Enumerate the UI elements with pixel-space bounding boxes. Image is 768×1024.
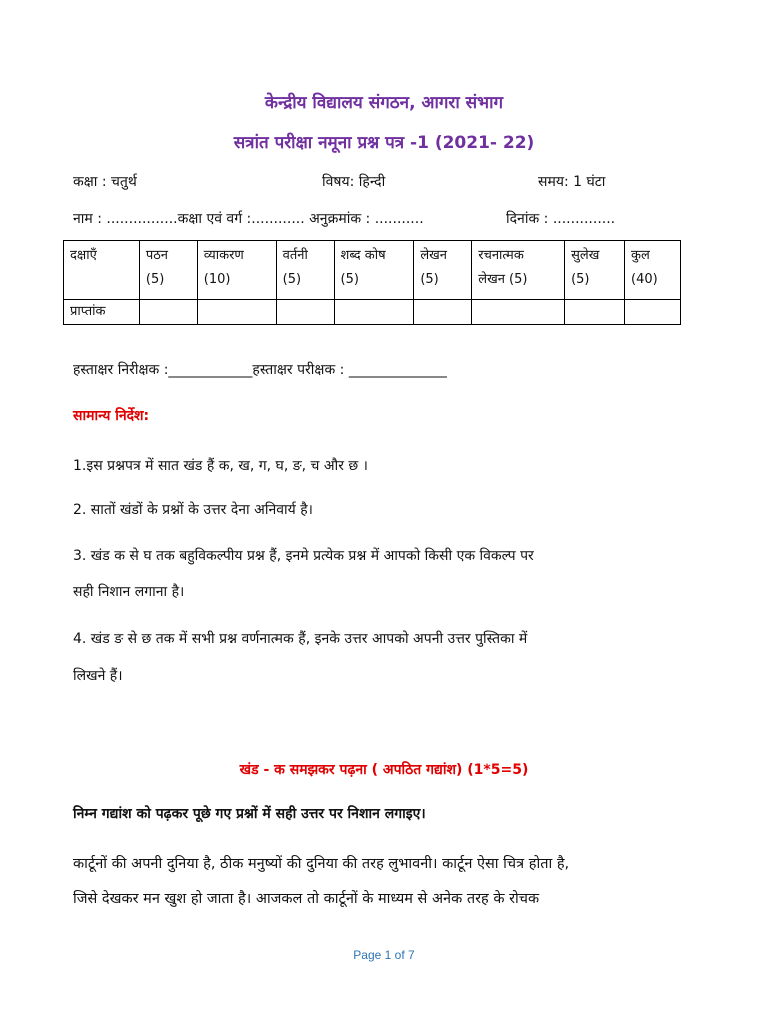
score-cell bbox=[139, 300, 197, 325]
name-line: नाम : ................कक्षा एवं वर्ग :............ अनुक्रमांक : ........... bbox=[73, 211, 424, 227]
page-number: Page 1 of 7 bbox=[353, 948, 415, 962]
passage-line: कार्टूनों की अपनी दुनिया है, ठीक मनुष्यों की दुनिया की तरह लुभावनी। कार्टून ऐसा चित्र होता है, bbox=[73, 856, 570, 872]
section-a-heading: खंड - क समझकर पढ़ना ( अपठित गद्यांश) (1*5=5) bbox=[239, 762, 529, 778]
marks-score-row bbox=[64, 300, 681, 325]
header-cell-vocabulary: शब्द कोष (5) bbox=[334, 241, 414, 300]
signature-line: हस्ताक्षर निरीक्षक :____________हस्ताक्षर परीक्षक : ______________ bbox=[73, 362, 447, 378]
score-cell bbox=[565, 300, 625, 325]
header-cell-spelling: वर्तनी (5) bbox=[276, 241, 334, 300]
instruction-item: 2. सातों खंडों के प्रश्नों के उत्तर देना अनिवार्य है। bbox=[73, 502, 313, 518]
general-instructions-heading: सामान्य निर्देश: bbox=[73, 408, 150, 424]
marks-table bbox=[63, 240, 681, 325]
header-cell-total: कुल (40) bbox=[625, 241, 681, 300]
organization-title: केन्द्रीय विद्यालय संगठन, आगरा संभाग bbox=[264, 93, 504, 113]
header-cell-writing: लेखन (5) bbox=[414, 241, 472, 300]
class-label: कक्षा : चतुर्थ bbox=[73, 174, 137, 190]
score-cell bbox=[625, 300, 681, 325]
exam-title: सत्रांत परीक्षा नमूना प्रश्न पत्र -1 (2021- 22) bbox=[233, 133, 535, 153]
instruction-item-continued: लिखने हैं। bbox=[73, 668, 123, 684]
score-cell bbox=[276, 300, 334, 325]
header-cell-competencies: दक्षाएँ bbox=[64, 241, 140, 300]
score-cell bbox=[414, 300, 472, 325]
score-row-label: प्राप्तांक bbox=[64, 300, 140, 325]
subject-label: विषय: हिन्दी bbox=[322, 174, 386, 190]
marks-header-row bbox=[64, 241, 681, 300]
date-label: दिनांक : .............. bbox=[506, 211, 616, 227]
header-cell-grammar: व्याकरण (10) bbox=[197, 241, 276, 300]
header-cell-reading: पठन (5) bbox=[139, 241, 197, 300]
score-cell bbox=[197, 300, 276, 325]
section-a-instruction: निम्न गद्यांश को पढ़कर पूछे गए प्रश्नों में सही उत्तर पर निशान लगाइए। bbox=[73, 806, 426, 822]
instruction-item: 3. खंड क से घ तक बहुविकल्पीय प्रश्न हैं, इनमे प्रत्येक प्रश्न में आपको किसी एक विकल्प पर bbox=[73, 548, 534, 564]
header-cell-creative-writing: रचनात्मक लेखन (5) bbox=[472, 241, 565, 300]
instruction-item-continued: सही निशान लगाना है। bbox=[73, 584, 185, 600]
instruction-item: 4. खंड ङ से छ तक में सभी प्रश्न वर्णनात्मक हैं, इनके उत्तर आपको अपनी उत्तर पुस्तिका में bbox=[73, 631, 528, 647]
passage-line: जिसे देखकर मन खुश हो जाता है। आजकल तो कार्टूनों के माध्यम से अनेक तरह के रोचक bbox=[73, 891, 540, 907]
header-cell-handwriting: सुलेख (5) bbox=[565, 241, 625, 300]
time-label: समय: 1 घंटा bbox=[538, 174, 606, 190]
score-cell bbox=[472, 300, 565, 325]
score-cell bbox=[334, 300, 414, 325]
instruction-item: 1.इस प्रश्नपत्र में सात खंड हैं क, ख, ग, घ, ङ, च और छ । bbox=[73, 458, 368, 474]
